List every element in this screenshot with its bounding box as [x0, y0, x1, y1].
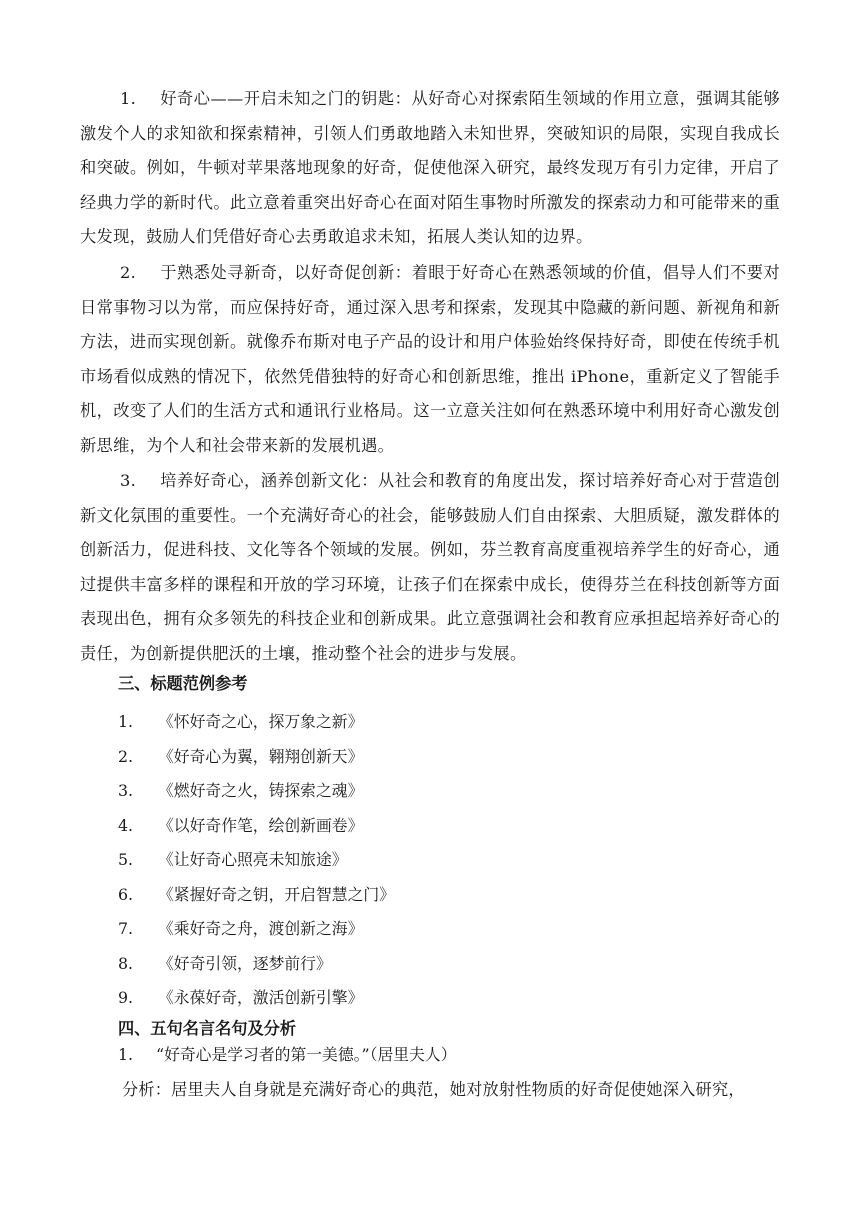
- title-example-item: [118, 843, 395, 878]
- item-text: 《怀好奇之心，探万象之新》: [158, 712, 364, 731]
- title-example-item: [118, 981, 395, 1016]
- quote-analysis-1: 分析：居里夫人自身就是充满好奇心的典范，她对放射性物质的好奇促使她深入研究，: [122, 1080, 745, 1099]
- item-text: 《以好奇作笔，绘创新画卷》: [158, 815, 364, 835]
- item-number: 4.: [118, 815, 134, 835]
- item-text: 《让好奇心照亮未知旅途》: [158, 850, 348, 869]
- title-example-item: [118, 809, 395, 844]
- item-number: 8.: [118, 953, 134, 973]
- idea-text: 于熟悉处寻新奇，以好奇促创新：着眼于好奇心在熟悉领域的价值，倡导人们不要对日常事物习以为常，而应保持好奇，通过深入思考和探索，发现其中隐藏的新问题、新视角和新方法，进而实现创新。就像乔布斯对电子产品的设计和用户体验始终保持好奇，即使在传统手机市场看似成熟的情况下，依然凭借独特的好奇心和创新思维，推出 iPhone，重新定义了智能手机，改变了人们的生活方式和通讯行业格局。这一立意关注如何在熟悉环境中利用好奇心激发创新思维，为个人和社会带来新的发展机遇。: [80, 263, 780, 455]
- idea-paragraph-2: [80, 256, 780, 464]
- item-text: 《紧握好奇之钥，开启智慧之门》: [158, 884, 395, 904]
- idea-paragraph-3: [80, 464, 780, 672]
- item-text: 《乘好奇之舟，渡创新之海》: [158, 919, 364, 938]
- section-heading-titles: 三、标题范例参考: [118, 674, 248, 693]
- item-number: 1.: [118, 712, 134, 731]
- quote-number: 1.: [118, 1045, 134, 1064]
- title-example-list: [118, 705, 395, 1016]
- item-number: 2.: [118, 746, 134, 766]
- idea-number: 2.: [120, 263, 137, 282]
- idea-paragraph-1: [80, 82, 780, 255]
- title-example-item: [118, 947, 395, 982]
- item-number: 5.: [118, 850, 134, 869]
- quote-text: “好奇心是学习者的第一美德。”（居里夫人）: [156, 1045, 457, 1064]
- idea-number: 3.: [120, 471, 137, 490]
- title-example-item: [118, 740, 395, 775]
- item-text: 《永葆好奇，激活创新引擎》: [158, 988, 364, 1007]
- item-number: 9.: [118, 988, 134, 1007]
- idea-number: 1.: [120, 89, 137, 108]
- title-example-item: [118, 774, 395, 809]
- item-number: 7.: [118, 919, 134, 938]
- item-text: 《好奇引领，逐梦前行》: [158, 953, 332, 973]
- section-heading-quotes: 四、五句名言名句及分析: [118, 1019, 297, 1038]
- title-example-item: [118, 912, 395, 947]
- item-text: 《燃好奇之火，铸探索之魂》: [158, 781, 364, 800]
- title-example-item: [118, 878, 395, 913]
- quote-item-1: [118, 1042, 457, 1065]
- item-number: 6.: [118, 884, 134, 904]
- item-number: 3.: [118, 781, 134, 800]
- item-text: 《好奇心为翼，翱翔创新天》: [158, 746, 364, 766]
- title-example-item: [118, 705, 395, 740]
- idea-text: 好奇心——开启未知之门的钥匙：从好奇心对探索陌生领域的作用立意，强调其能够激发个人的求知欲和探索精神，引领人们勇敢地踏入未知世界，突破知识的局限，实现自我成长和突破。例如，牛顿对苹果落地现象的好奇，促使他深入研究，最终发现万有引力定律，开启了经典力学的新时代。此立意着重突出好奇心在面对陌生事物时所激发的探索动力和可能带来的重大发现，鼓励人们凭借好奇心去勇敢追求未知，拓展人类认知的边界。: [80, 89, 780, 247]
- idea-text: 培养好奇心，涵养创新文化：从社会和教育的角度出发，探讨培养好奇心对于营造创新文化氛围的重要性。一个充满好奇心的社会，能够鼓励人们自由探索、大胆质疑，激发群体的创新活力，促进科技、文化等各个领域的发展。例如，芬兰教育高度重视培养学生的好奇心，通过提供丰富多样的课程和开放的学习环境，让孩子们在探索中成长，使得芬兰在科技创新等方面表现出色，拥有众多领先的科技企业和创新成果。此立意强调社会和教育应承担起培养好奇心的责任，为创新提供肥沃的土壤，推动整个社会的进步与发展。: [80, 471, 780, 663]
